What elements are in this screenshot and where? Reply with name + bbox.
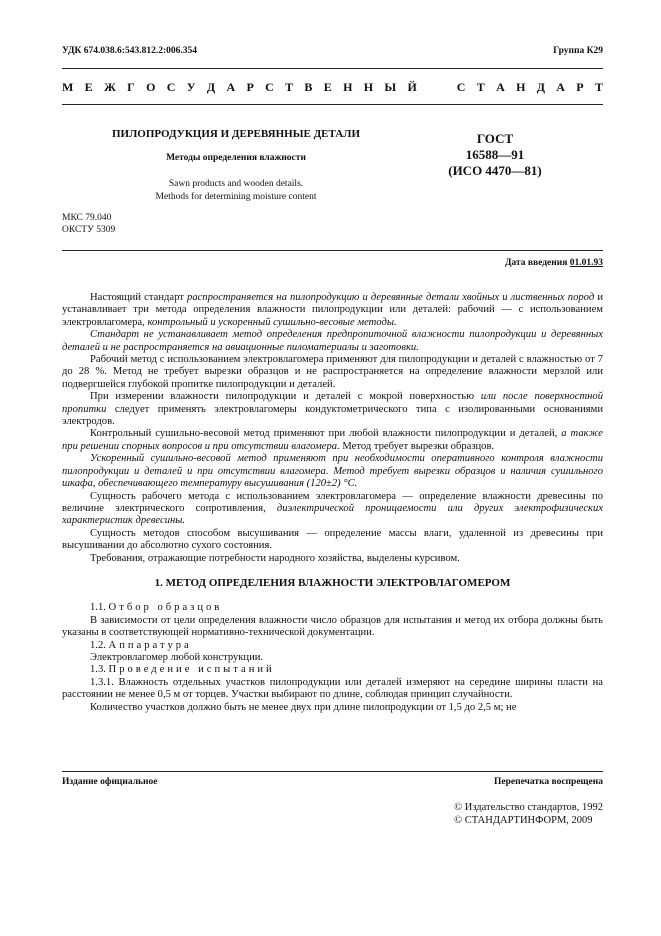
paragraph-essence-working: Сущность рабочего метода с использованием электровлагомера — определение влажности древесины по величине электрического сопротивления, диэлектрической проницаемости или других электрофизических характеристик древесины.: [62, 490, 603, 527]
gost-number: [420, 131, 570, 179]
paragraph-essence-drying: Сущность методов способом высушивания — определение массы влаги, удаленной из древесины при высушивании до абсолютно сухого состояния.: [62, 527, 603, 552]
banner-letter: С: [265, 80, 274, 94]
banner-letter: Е: [84, 80, 93, 94]
banner-letter: Г: [127, 80, 135, 94]
paragraph-wet-surface: При измерении влажности пилопродукции и деталей с мокрой поверхностью или после поверхностной пропитки следует применять электровлагомеры кондуктометрического типа с изолированными основаниями электродов.: [62, 391, 603, 428]
english-title-line1: Sawn products and wooden details.: [168, 179, 304, 189]
udk-code: УДК 674.038.6:543.812.2:006.354: [62, 46, 198, 56]
banner-letter: Ы: [384, 80, 397, 94]
paragraph-accelerated-method: Ускоренный сушильно-весовой метод применяют при необходимости оперативного контроля влажности пилопродукции и деталей и при отсутствии влагомера. Метод требует вырезки образцов и наличия сушильного шкафа, обеспечивающего температуру высушивания (120±2) °С.: [62, 453, 603, 490]
banner-letter: А: [226, 80, 236, 94]
banner-letter: А: [496, 80, 505, 94]
official-edition: Издание официальное: [62, 777, 158, 787]
reprint-prohibited: Перепечатка воспрещена: [493, 777, 603, 787]
date-rule: [62, 250, 603, 251]
paragraph-exclusion: Стандарт не устанавливает метод определения предпропиточной влажности пилопродукции и деревянных деталей и не распространяется на авиационные пиломатериалы и заготовки.: [62, 329, 603, 353]
clause-1-2-heading: 1.2. Аппаратура: [90, 639, 192, 651]
document-body: [62, 292, 603, 714]
clause-1-3-1-text: 1.3.1. Влажность отдельных участков пилопродукции или деталей измеряют на середине ширины пласти на расстоянии не менее 0,5 м от торцев. Участки выбирают по длине, соблюдая принцип случайности.: [62, 676, 603, 701]
banner-letter: М: [62, 80, 74, 94]
english-title: [96, 178, 376, 204]
banner-letter: Д: [536, 80, 545, 94]
mks-code: МКС 79.040: [62, 213, 112, 223]
classification-codes: [62, 212, 115, 236]
okstu-code: ОКСТУ 5309: [62, 225, 116, 235]
banner-letter: Ж: [103, 80, 116, 94]
banner-letter: Д: [206, 80, 216, 94]
document-title: ПИЛОПРОДУКЦИЯ И ДЕРЕВЯННЫЕ ДЕТАЛИ: [111, 128, 361, 140]
gost-code: 16588—91: [465, 147, 525, 162]
banner-letter: Т: [285, 80, 294, 94]
interstate-standard-banner: [62, 80, 603, 95]
effective-date-label: Дата введения: [504, 258, 568, 268]
copyright-block: [454, 801, 603, 827]
copyright-line1: © Издательство стандартов, 1992: [454, 802, 603, 813]
banner-letter: Е: [323, 80, 332, 94]
top-rule: [62, 68, 603, 69]
paragraph-control-method: Контрольный сушильно-весовой метод применяют при любой влажности пилопродукции и деталей, а также при решении спорных вопросов и при отсутствии влагомера. Метод требует вырезки образцов.: [62, 428, 603, 452]
paragraph-working-method: Рабочий метод с использованием электровлагомера применяют для пилопродукции и деталей с влажностью от 7 до 28 %. Метод не требует вырезки образцов и не распространяется на определение влажности мерзлой или подвергшейся глубокой пропитке пилопродукции и деталей.: [62, 354, 603, 390]
iso-code: (ИСО 4470—81): [448, 163, 542, 178]
banner-letter: Н: [363, 80, 374, 94]
copyright-line2: © СТАНДАРТИНФОРМ, 2009: [454, 815, 593, 826]
banner-letter: В: [304, 80, 313, 94]
effective-date-value: 01.01.93: [569, 258, 603, 268]
paragraph-scope: Настоящий стандарт распространяется на пилопродукцию и деревянные детали хвойных и лиственных пород и устанавливает три метода определения влажности пилопродукции или деталей: рабочий — с использованием электровлагомера, контрольный и ускоренный сушильно-весовые методы.: [62, 292, 603, 328]
banner-letter: Н: [343, 80, 353, 94]
banner-letter: Й: [407, 80, 417, 94]
banner-letter: [428, 80, 431, 95]
document-subtitle: Методы определения влажности: [166, 153, 306, 163]
banner-letter: Р: [576, 80, 584, 94]
group-code: Группа К29: [553, 46, 603, 56]
banner-letter: У: [186, 80, 196, 94]
banner-letter: А: [556, 80, 565, 94]
banner-rule: [62, 104, 603, 105]
paragraph-italic-note: Требования, отражающие потребности народного хозяйства, выделены курсивом.: [90, 552, 460, 564]
banner-letter: С: [166, 80, 176, 94]
clause-1-3-1-continuation: Количество участков должно быть не менее двух при длине пилопродукции от 1,5 до 2,5 м; не: [90, 701, 517, 713]
footer-rule: [62, 771, 603, 772]
banner-letter: Т: [476, 80, 485, 94]
clause-1-1-text: В зависимости от цели определения влажности число образцов для испытания и метод их отбора должны быть указаны в соответствующей нормативно-технической документации.: [62, 614, 603, 639]
section-1-heading: 1. МЕТОД ОПРЕДЕЛЕНИЯ ВЛАЖНОСТИ ЭЛЕКТРОВЛАГОМЕРОМ: [154, 576, 511, 589]
banner-letter: С: [456, 80, 466, 94]
clause-1-2-text: Электровлагомер любой конструкции.: [90, 651, 264, 663]
banner-letter: Н: [516, 80, 526, 94]
english-title-line2: Methods for determining moisture content: [155, 192, 317, 202]
banner-letter: О: [146, 80, 156, 94]
effective-date: [505, 258, 603, 268]
banner-letter: Р: [246, 80, 254, 94]
banner-letter: Т: [594, 80, 603, 94]
gost-label: ГОСТ: [476, 131, 514, 146]
clause-1-3-heading: 1.3. Проведение испытаний: [90, 664, 275, 676]
banner-letter: [442, 80, 445, 95]
clause-1-1-heading: 1.1. Отбор образцов: [90, 602, 223, 614]
